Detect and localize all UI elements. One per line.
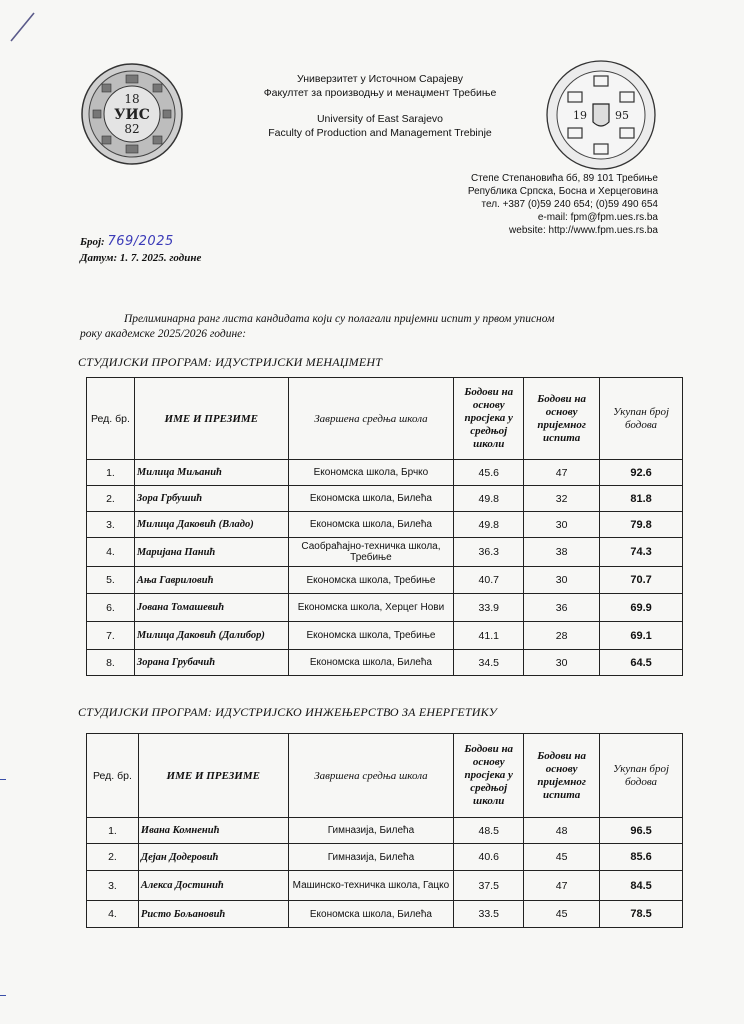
seal-year-top: 18 [124,92,140,106]
table-row [87,567,683,594]
address-website: website: http://www.fpm.ues.rs.ba [509,225,658,236]
cell-gpa: 48.5 [454,818,524,844]
table-row [87,538,683,567]
ranking-table-industrial-management [86,377,683,676]
cell-total: 92.6 [600,460,683,486]
seal-year-left: 19 [573,109,587,122]
cell-gpa: 37.5 [454,871,524,901]
cell-school: Економска школа, Билећа [288,486,454,512]
institution-cyrillic-line2: Факултет за производњу и менаџмент Требиње [263,87,497,99]
intro-line1: Прелиминарна ранг листа кандидата који су полагали пријемни испит у првом уписном [124,313,555,325]
cell-school: Економска школа, Требиње [288,567,454,594]
table-row [87,622,683,650]
table-row [87,901,683,928]
table-row [87,871,683,901]
column-header-rank: Ред. бр. [87,378,135,460]
cell-name: Дејан Додеровић [138,844,288,871]
cell-rank: 3. [87,512,135,538]
program-title-energy-engineering: СТУДИЈСКИ ПРОГРАМ: ИДУСТРИЈСКО ИНЖЕЊЕРСТВО ЗА ЕНЕРГЕТИКУ [78,705,497,719]
letterhead-title [230,72,530,140]
intro-paragraph [80,312,660,342]
cell-rank: 5. [87,567,135,594]
cell-rank: 6. [87,594,135,622]
intro-line2: року академске 2025/2026 године: [80,328,247,340]
column-header-total: Укупан број бодова [600,378,683,460]
cell-gpa: 49.8 [454,512,524,538]
cell-school: Машинско-техничка школа, Гацко [288,871,454,901]
cell-name: Зорана Грубачић [134,650,288,676]
table-row [87,594,683,622]
cell-gpa: 45.6 [454,460,524,486]
university-seal-logo [80,62,184,166]
cell-school: Економска школа, Билећа [288,901,454,928]
column-header-name: ИМЕ И ПРЕЗИМЕ [138,734,288,818]
seal-year-bottom: 82 [124,122,140,136]
cell-exam: 47 [524,871,600,901]
cell-exam: 32 [524,486,600,512]
cell-name: Милица Даковић (Далибор) [134,622,288,650]
cell-gpa: 41.1 [454,622,524,650]
cell-school: Саобраћајно-техничка школа, Требиње [288,538,454,567]
cell-rank: 4. [87,538,135,567]
table-row [87,486,683,512]
cell-exam: 30 [524,650,600,676]
address-country: Република Српска, Босна и Херцеговина [467,186,658,197]
column-header-gpa-points: Бодови на основу просјека у средњој школи [454,734,524,818]
table-header-row [87,734,683,818]
table-row [87,818,683,844]
column-header-gpa-points: Бодови на основу просјека у средњој школи [454,378,524,460]
cell-name: Зора Грбушић [134,486,288,512]
cell-name: Маријана Панић [134,538,288,567]
handwritten-document-number: 769/2025 [107,234,174,249]
cell-exam: 45 [524,844,600,871]
seal-monogram: УИС [114,107,150,123]
faculty-seal-logo [544,58,658,172]
seal-year-right: 95 [615,109,629,122]
cell-school: Економска школа, Билећа [288,512,454,538]
address-email: e-mail: fpm@fpm.ues.rs.ba [537,212,658,223]
cell-exam: 30 [524,512,600,538]
number-label: Број: [80,236,105,248]
column-header-total: Укупан број бодова [600,734,683,818]
table-row [87,460,683,486]
table-body [87,818,683,928]
cell-school: Економска школа, Брчко [288,460,454,486]
cell-total: 78.5 [600,901,683,928]
cell-total: 84.5 [600,871,683,901]
scan-edge-mark [0,995,6,996]
cell-rank: 4. [87,901,139,928]
cell-rank: 8. [87,650,135,676]
cell-name: Ристо Бољановић [138,901,288,928]
cell-rank: 1. [87,460,135,486]
cell-total: 74.3 [600,538,683,567]
cell-rank: 7. [87,622,135,650]
cell-exam: 28 [524,622,600,650]
cell-school: Гимназија, Билећа [288,818,454,844]
cell-rank: 2. [87,486,135,512]
cell-school: Економска школа, Требиње [288,622,454,650]
cell-total: 70.7 [600,567,683,594]
cell-name: Ивана Комненић [138,818,288,844]
cell-school: Гимназија, Билећа [288,844,454,871]
cell-name: Милица Миљанић [134,460,288,486]
column-header-school: Завршена средња школа [288,734,454,818]
document-date: Датум: 1. 7. 2025. године [80,252,202,264]
column-header-rank: Ред. бр. [87,734,139,818]
program-title-industrial-management: СТУДИЈСКИ ПРОГРАМ: ИДУСТРИЈСКИ МЕНАЏМЕНТ [78,355,383,369]
cell-exam: 45 [524,901,600,928]
table-row [87,512,683,538]
column-header-school: Завршена средња школа [288,378,454,460]
cell-total: 64.5 [600,650,683,676]
column-header-exam-points: Бодови на основу пријемног испита [524,378,600,460]
cell-total: 85.6 [600,844,683,871]
cell-gpa: 40.6 [454,844,524,871]
table-row [87,844,683,871]
cell-gpa: 33.5 [454,901,524,928]
cell-name: Јована Томашевић [134,594,288,622]
cell-name: Милица Даковић (Владо) [134,512,288,538]
cell-exam: 38 [524,538,600,567]
institution-english-line2: Faculty of Production and Management Trebinje [268,127,492,139]
document-meta [80,234,201,266]
cell-gpa: 49.8 [454,486,524,512]
cell-total: 96.5 [600,818,683,844]
faculty-address [468,172,658,237]
cell-name: Алекса Достинић [138,871,288,901]
cell-gpa: 34.5 [454,650,524,676]
address-street: Степе Степановића бб, 89 101 Требиње [470,173,658,184]
cell-total: 79.8 [600,512,683,538]
column-header-name: ИМЕ И ПРЕЗИМЕ [134,378,288,460]
table-row [87,650,683,676]
institution-english-line1: University of East Sarajevo [316,113,444,125]
cell-gpa: 40.7 [454,567,524,594]
cell-rank: 3. [87,871,139,901]
table-body [87,460,683,676]
cell-exam: 30 [524,567,600,594]
cell-exam: 47 [524,460,600,486]
cell-total: 69.1 [600,622,683,650]
cell-gpa: 36.3 [454,538,524,567]
cell-exam: 48 [524,818,600,844]
cell-school: Економска школа, Херцег Нови [288,594,454,622]
table-header-row [87,378,683,460]
column-header-exam-points: Бодови на основу пријемног испита [524,734,600,818]
pen-stroke-mark [8,10,38,44]
cell-rank: 2. [87,844,139,871]
cell-name: Ања Гавриловић [134,567,288,594]
cell-gpa: 33.9 [454,594,524,622]
scan-edge-mark [0,779,6,780]
cell-rank: 1. [87,818,139,844]
cell-exam: 36 [524,594,600,622]
cell-total: 81.8 [600,486,683,512]
address-phone: тел. +387 (0)59 240 654; (0)59 490 654 [481,199,658,210]
institution-cyrillic-line1: Универзитет у Источном Сарајеву [297,73,463,85]
cell-school: Економска школа, Билећа [288,650,454,676]
ranking-table-energy-engineering [86,733,683,928]
cell-total: 69.9 [600,594,683,622]
